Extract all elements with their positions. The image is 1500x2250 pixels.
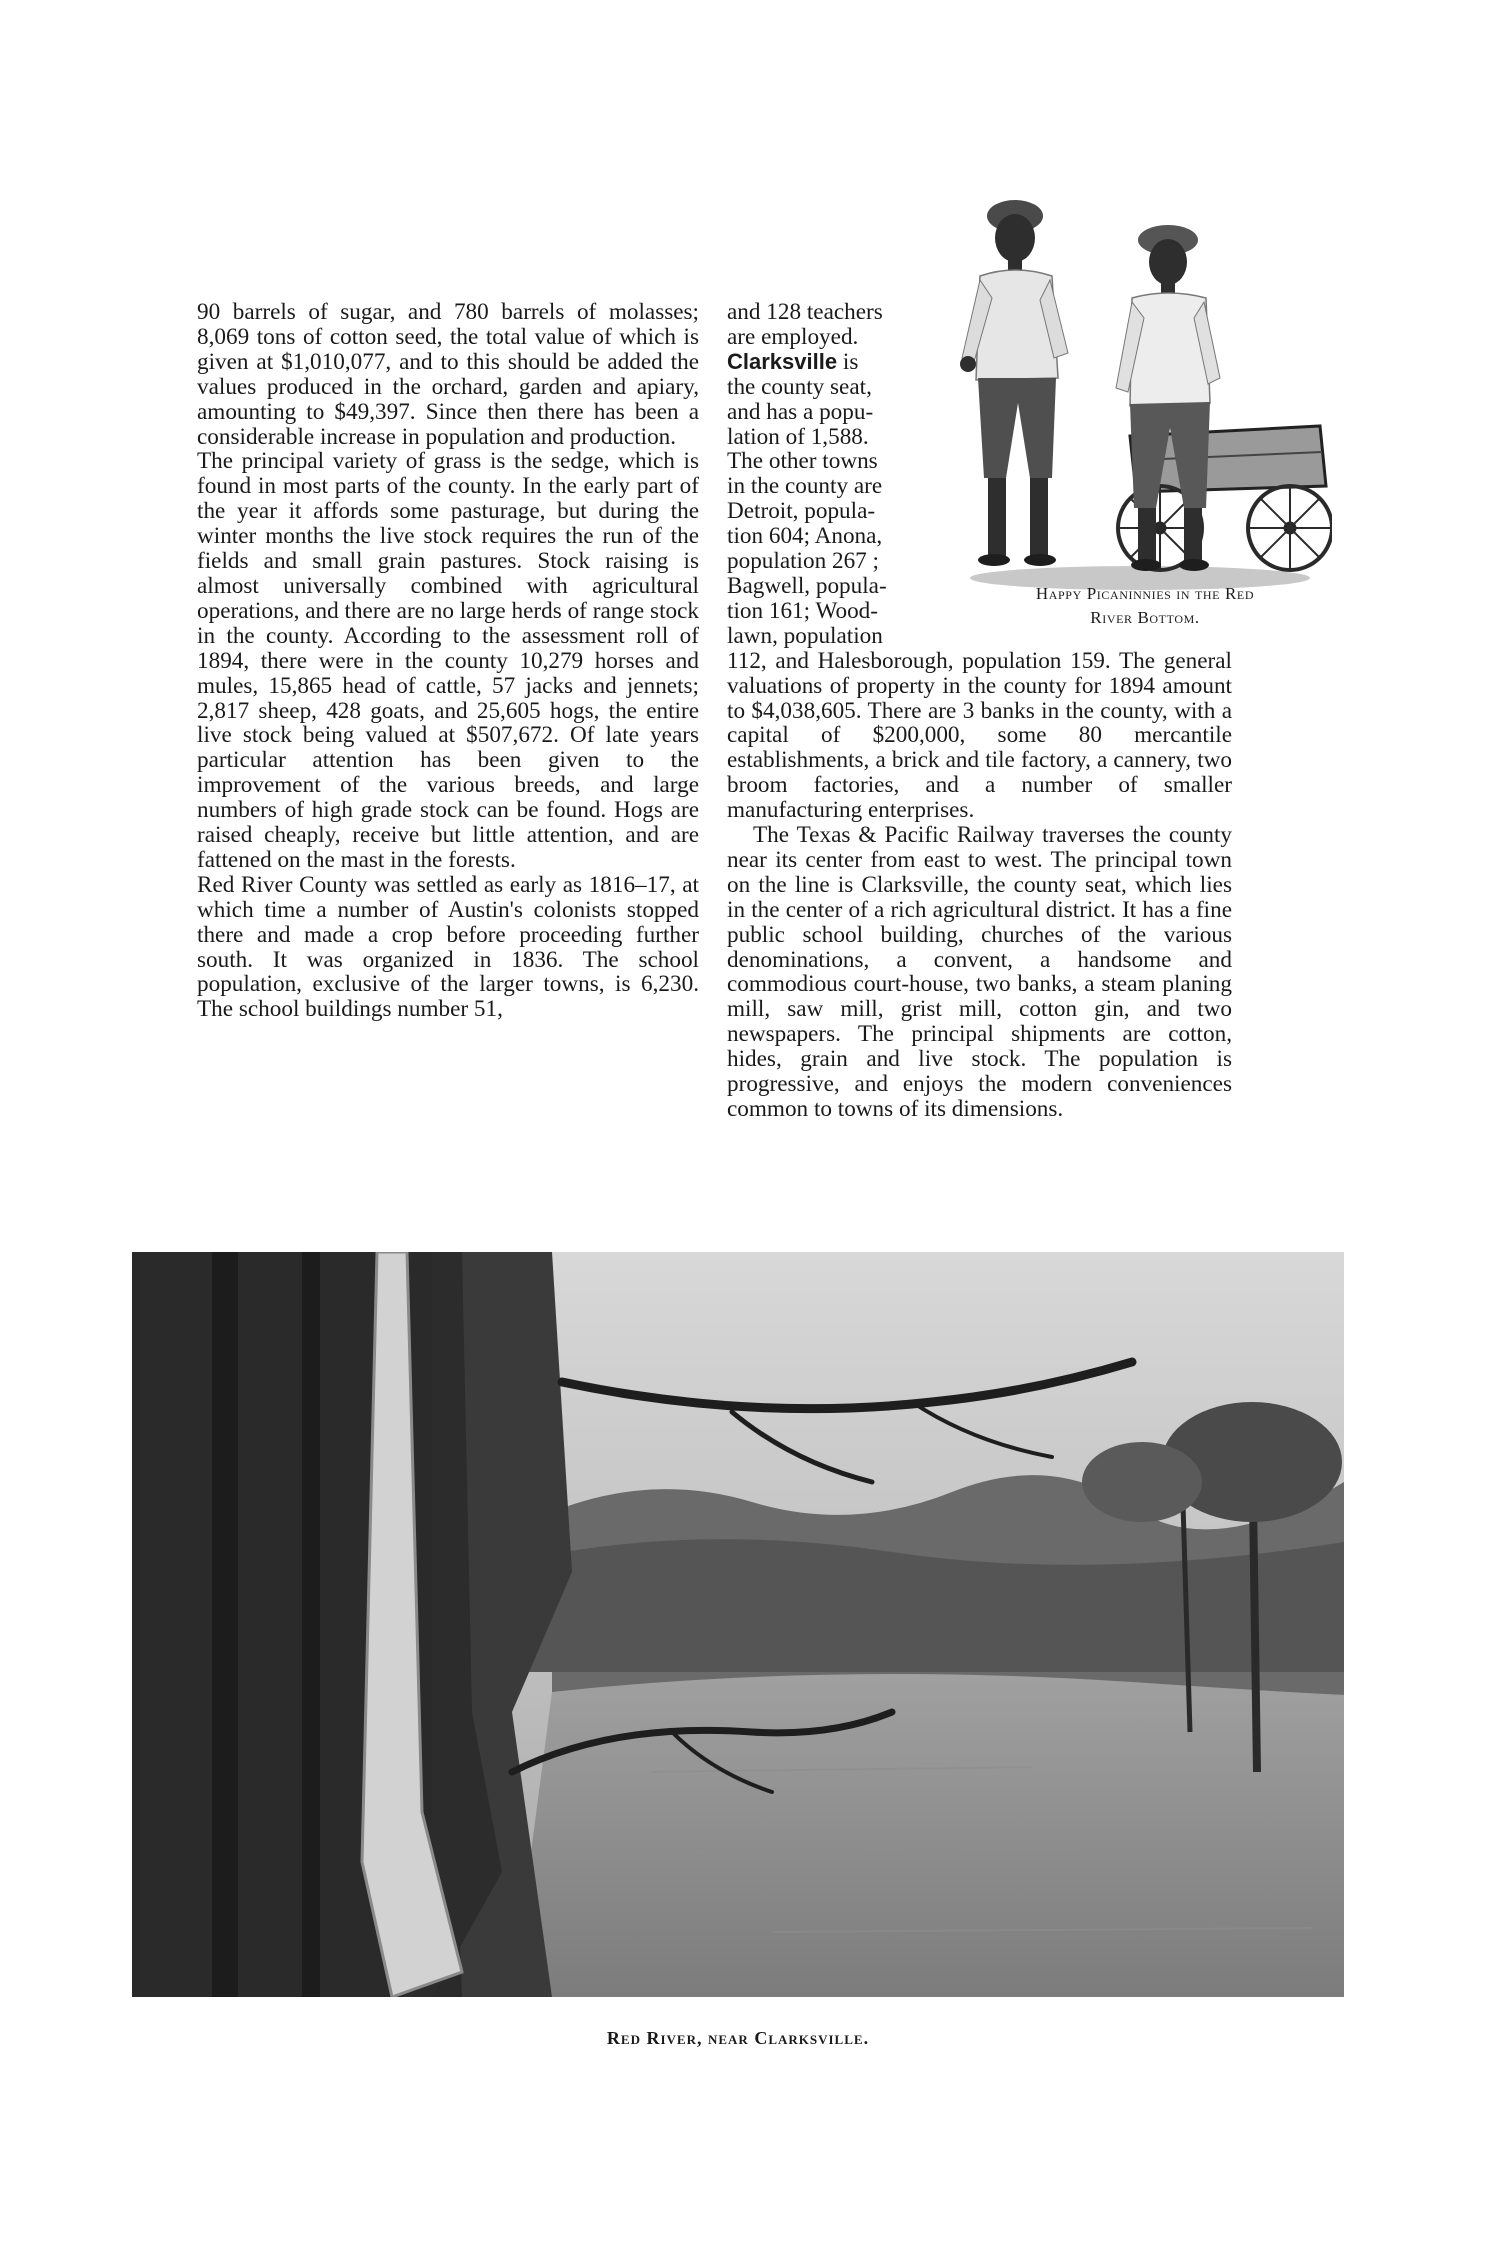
- paragraph-railway-clarksville: The Texas & Pacific Railway traverses the county near its center from east to west. The principal town on the line is Clarksville, the county seat, which lies in the center of a rich agricultural district. It has a fine public school building, churches of the various denominations, a convent, a handsome and commodious court-house, two banks, a steam planing mill, saw mill, grist mill, cotton gin, and two newspapers. The principal shipments are cotton, hides, grain and live stock. The population is progressive, and enjoys the modern conveniences common to towns of its dimensions.: [727, 822, 1232, 1122]
- text-line: in the county are: [727, 473, 883, 500]
- paragraph-grass-livestock: The principal variety of grass is the sedge, which is found in most parts of the county. In the early part of the year it affords some pasturage, but during the winter months the live stock requires the run of the fields and small grain pastures. Stock raising is almost universally combined with agricultural operations, and there are no large herds of range stock in the county. According to the assessment roll of 1894, there were in the county 10,279 horses and mules, 15,865 head of cattle, 57 jacks and jennets; 2,817 sheep, 428 goats, and 25,605 hogs, the entire live stock being valued at $507,672. Of late years particular attention has been given to the improvement of the various breeds, and large numbers of high grade stock can be found. Hogs are raised cheaply, receive but little attention, and are fattened on the mast in the forests.: [197, 448, 699, 873]
- text-line: lawn, population: [727, 622, 883, 649]
- text-line: Detroit, popula-: [727, 498, 876, 525]
- text-line: population 267 ;: [727, 548, 879, 575]
- paragraph-settlement-schools: Red River County was settled as early as 1816–17, at which time a number of Austin's colonists stopped there and made a crop before proceeding further south. It was organized in 1836. The school population, exclusive of the larger towns, is 6,230. The school buildings number 51,: [197, 871, 699, 1023]
- caption-line: River Bottom.: [1090, 608, 1200, 627]
- text-line: tion 604; Anona,: [727, 523, 883, 550]
- wrapped-text-block: [727, 300, 932, 649]
- river-photo-caption: Red River, near Clarksville.: [606, 2028, 870, 2048]
- text-fragment: is: [837, 348, 859, 375]
- left-column: [197, 300, 699, 1022]
- paragraph-towns-valuation: 112, and Halesborough, population 159. The general valuations of property in the county for 1894 amount to $4,038,605. There are 3 banks in the county, with a capital of $200,000, some 80 mercantile establishments, a brick and tile factory, a cannery, two broom factories, and a number of smaller manufacturing enterprises.: [727, 647, 1232, 824]
- text-line: and has a popu-: [727, 398, 874, 425]
- text-line: lation of 1,588.: [727, 423, 869, 450]
- text-line: The other towns: [727, 448, 878, 475]
- text-line: are employed.: [727, 323, 859, 350]
- text-line: and 128 teachers: [727, 299, 883, 325]
- red-river-photo: [132, 1252, 1344, 1997]
- boys-with-wagon-photo: [940, 188, 1332, 593]
- town-name-clarksville: Clarksville: [727, 348, 838, 374]
- text-line: [727, 350, 932, 375]
- paragraph-sugar-molasses: 90 barrels of sugar, and 780 barrels of molasses; 8,069 tons of cotton seed, the total value of which is given at $1,010,077, and to this should be added the values produced in the orchard, garden and apiary, amounting to $49,397. Since then there has been a considerable increase in population and production.: [197, 299, 699, 450]
- caption-line: Happy Picaninnies in the Red: [1035, 584, 1255, 603]
- text-line: Bagwell, popula-: [727, 572, 887, 599]
- text-line: the county seat,: [727, 373, 872, 400]
- text-line: tion 161; Wood-: [727, 597, 879, 624]
- boys-photo-caption: [955, 582, 1335, 630]
